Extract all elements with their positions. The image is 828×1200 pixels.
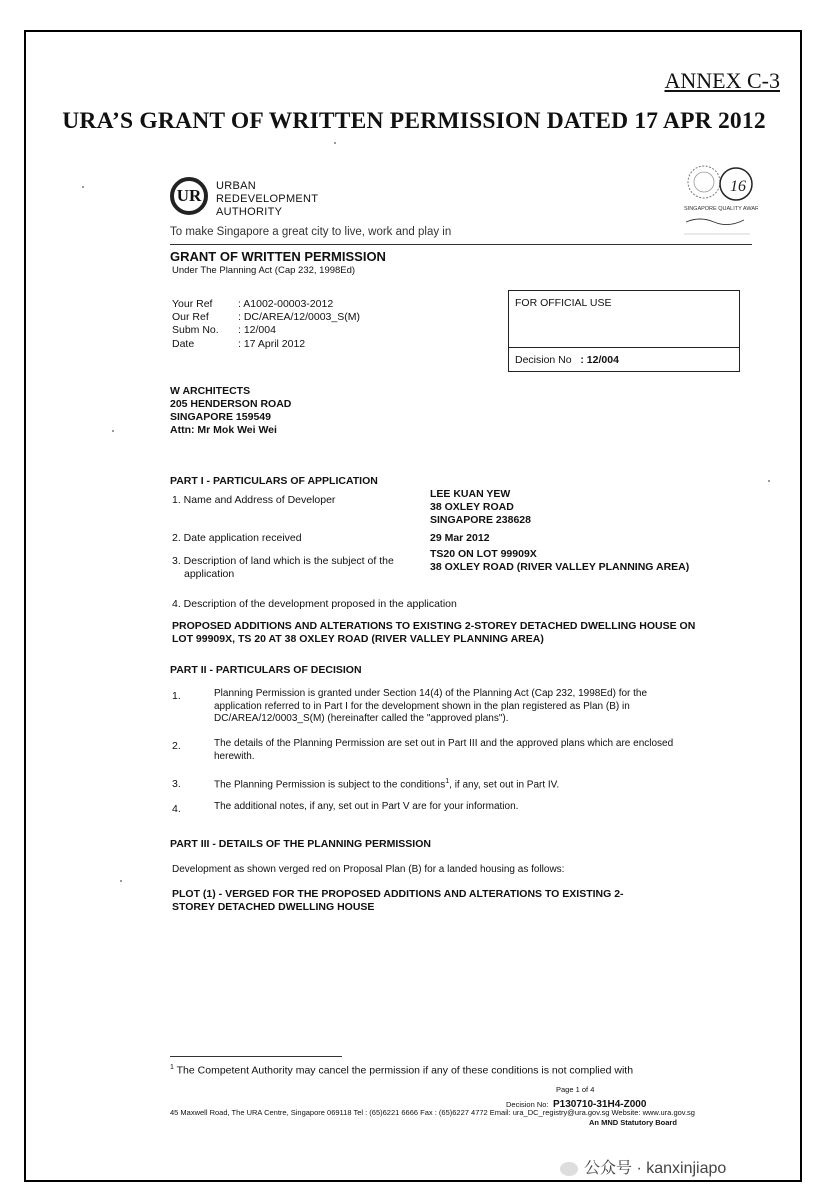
org-name [216,180,318,219]
decision-item-text: The additional notes, if any, set out in Part V are for your information. [214,801,519,812]
award-number: 16 [730,178,746,195]
ref-label: Our Ref [172,311,209,324]
decision-item-number: 4. [172,803,181,815]
letterhead-rule [170,244,752,245]
page-number: Page 1 of 4 [556,1085,595,1094]
watermark [560,1155,726,1178]
footer-decision-label: Decision No: [506,1100,549,1109]
ref-label: Subm No. [172,324,219,337]
official-use-box [508,290,740,372]
part1-item2-label: 2. Date application received [172,532,302,544]
footnote-ref: 1 [445,778,450,785]
ura-logo [170,177,208,215]
quality-award-seal [680,160,758,240]
land-description [430,548,689,574]
addressee-line: 205 HENDERSON ROAD [170,398,292,410]
official-use-divider [509,347,739,348]
decision-item-number: 2. [172,740,181,752]
official-use-label: FOR OFFICIAL USE [515,297,612,309]
scan-speck [120,880,122,882]
date-received: 29 Mar 2012 [430,532,490,544]
scan-speck [112,430,114,432]
ref-label: Date [172,337,195,350]
ref-row [172,311,360,324]
award-text: SINGAPORE QUALITY AWARD [684,206,758,212]
footer-address: 45 Maxwell Road, The URA Centre, Singapore 069118 Tel : (65)6221 6666 Fax : (65)6227 4772 Email: ura_DC_registry@ura.gov.sg Website: www.ura.gov.sg [170,1108,695,1117]
tagline: To make Singapore a great city to live, work and play in [170,226,452,238]
decision-item-number: 3. [172,778,181,790]
addressee-line: Attn: Mr Mok Wei Wei [170,424,277,436]
part3-intro: Development as shown verged red on Proposal Plan (B) for a landed housing as follows: [172,864,565,875]
footnote-marker: 1 [170,1064,174,1071]
annex-label: ANNEX C-3 [664,68,780,93]
org-line-2: REDEVELOPMENT [216,193,319,205]
reference-block [172,298,360,351]
decision-item-text: The details of the Planning Permission are set out in Part III and the approved plans which are enclosed herewith. [214,738,674,762]
land-line: 38 OXLEY ROAD (RIVER VALLEY PLANNING AREA) [430,561,690,573]
proposal-description [172,620,695,646]
proposal-line: PROPOSED ADDITIONS AND ALTERATIONS TO EXISTING 2-STOREY DETACHED DWELLING HOUSE ON [172,620,696,632]
developer-line: SINGAPORE 238628 [430,514,531,526]
scan-speck [82,186,84,188]
addressee-line: SINGAPORE 159549 [170,411,271,423]
addressee-block [170,385,291,437]
addressee-line: W ARCHITECTS [170,385,251,397]
decision-item-text-tail: , if any, set out in Part IV. [449,779,560,791]
item3-label-line: 3. Description of land which is the subject of the [172,555,394,567]
page-title: URA’S GRANT OF WRITTEN PERMISSION DATED 17 APR 2012 [62,108,766,134]
wechat-icon [560,1162,578,1176]
decision-number [515,354,619,366]
decision-label: Decision No [515,354,572,366]
ref-label: Your Ref [172,298,213,310]
proposal-line: LOT 99909X, TS 20 AT 38 OXLEY ROAD (RIVER VALLEY PLANNING AREA) [172,633,544,645]
decision-value: : 12/004 [580,354,619,366]
document-subheading: Under The Planning Act (Cap 232, 1998Ed) [172,265,356,276]
ref-value: : 17 April 2012 [238,337,306,350]
land-line: TS20 ON LOT 99909X [430,548,537,560]
plot-line: STOREY DETACHED DWELLING HOUSE [172,901,375,913]
ref-value: : DC/AREA/12/0003_S(M) [238,311,360,324]
watermark-text: 公众号 · kanxinjiapo [584,1160,727,1177]
footer-board: An MND Statutory Board [589,1118,677,1127]
org-line-3: AUTHORITY [216,206,283,218]
part3-heading: PART III - DETAILS OF THE PLANNING PERMISSION [170,838,431,850]
scan-speck [768,480,770,482]
decision-item-text-main: The Planning Permission is subject to the conditions [214,779,446,791]
ura-logo-text: UR [176,186,202,205]
plot-description [172,888,624,914]
ref-row [172,298,360,311]
ref-value: : 12/004 [238,324,276,337]
ref-value: : A1002-00003-2012 [238,298,334,310]
decision-item-text: Planning Permission is granted under Section 14(4) of the Planning Act (Cap 232, 1998Ed) for the application referred to in Part I for the development shown in the plan registered as Plan (B) in DC/AREA/12/0003_S(M) (hereinafter called the "approved plans"). [214,688,648,724]
decision-item-number: 1. [172,690,181,702]
ref-row [172,324,360,337]
part2-heading: PART II - PARTICULARS OF DECISION [170,664,362,676]
developer-details [430,488,531,527]
footnote-text: The Competent Authority may cancel the permission if any of these conditions is not complied with [176,1064,634,1077]
document-heading: GRANT OF WRITTEN PERMISSION [170,249,386,264]
scan-speck [334,142,336,144]
developer-line: LEE KUAN YEW [430,488,511,500]
part1-item4-label: 4. Description of the development proposed in the application [172,598,457,610]
plot-line: PLOT (1) - VERGED FOR THE PROPOSED ADDITIONS AND ALTERATIONS TO EXISTING 2- [172,888,624,900]
part1-item1-label: 1. Name and Address of Developer [172,494,336,506]
item3-label-line: application [184,568,235,580]
ref-row [172,338,360,351]
footnote-rule [170,1056,342,1057]
org-line-1: URBAN [216,180,257,192]
part1-item3-label [172,555,394,581]
developer-line: 38 OXLEY ROAD [430,501,514,513]
footnote [170,1064,633,1077]
decision-item-text [214,776,684,792]
part1-heading: PART I - PARTICULARS OF APPLICATION [170,475,378,487]
footer-decision-code: P130710-31H4-Z000 [552,1099,647,1110]
